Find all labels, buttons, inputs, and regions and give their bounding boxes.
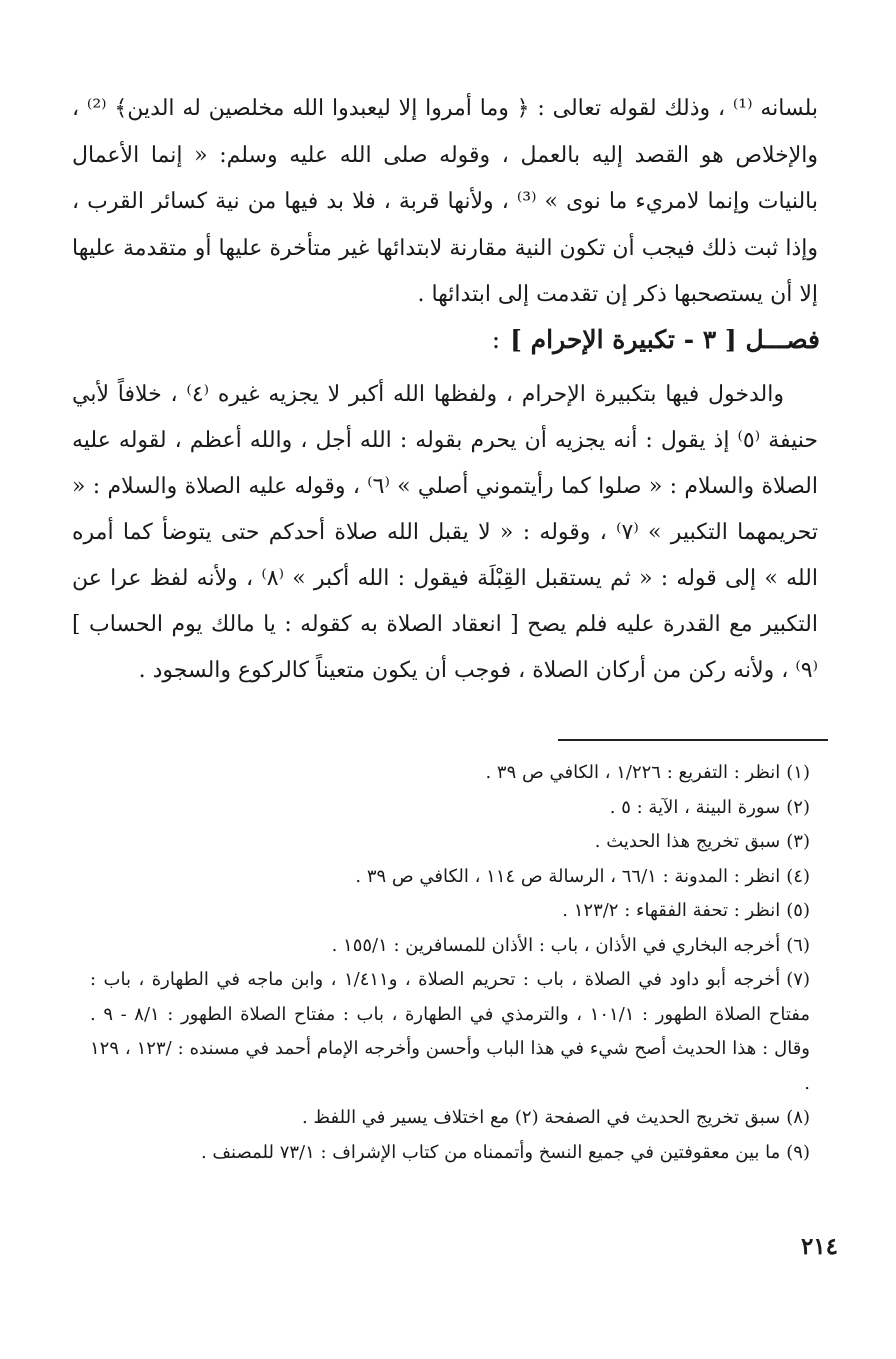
footnote-9 [90, 1136, 810, 1171]
footnote-text: سورة البينة ، الآية : ٥ . [609, 796, 781, 818]
footnote-3 [90, 825, 810, 860]
footnote-number: (٧) [786, 969, 810, 990]
footnotes-block [90, 756, 810, 1170]
footnote-4 [90, 860, 810, 895]
footnote-text: أخرجه أبو داود في الصلاة ، باب : تحريم الصلاة ، و١/٤١١ ، وابن ماجه في الطهارة ، باب : مفتاح الصلاة الطهور : ١٠١/١ ، والترمذي في الطهارة ، باب : مفتاح الصلاة الطهور : ٨/١ - ٩ . وقال : هذا الحديث أصح شيء في هذا الباب وأحسن وأخرجه الإمام أحمد في مسنده : /١٢٣ ، ١٢٩ . [90, 969, 810, 1094]
footnote-number: (٤) [786, 865, 810, 887]
footnote-8 [90, 1101, 810, 1136]
page-number: ٢١٤ [800, 1233, 838, 1260]
section-heading [492, 320, 820, 360]
section-paragraph-1: والدخول فيها بتكبيرة الإحرام ، ولفظها الله أكبر لا يجزيه غيره ⁽٤⁾ ، خلافاً لأبي حنيفة ⁽٥⁾ إذ يقول : أنه يجزيه أن يحرم بقوله : الله أجل ، والله أعظم ، لقوله عليه الصلاة والسلام : « صلوا كما رأيتموني أصلي » ⁽٦⁾ ، وقوله عليه الصلاة والسلام : « تحريمهما التكبير » ⁽٧⁾ ، وقوله : « لا يقبل الله صلاة أحدكم حتى يتوضأ كما أمره الله » إلى قوله : « ثم يستقبل القِبْلَة فيقول : الله أكبر » ⁽٨⁾ ، ولأنه لفظ عرا عن التكبير مع القدرة عليه فلم يصح [ انعقاد الصلاة به كقوله : يا مالك يوم الحساب ] ⁽٩⁾ ، ولأنه ركن من أركان الصلاة ، فوجب أن يكون متعيناً كالركوع والسجود . [72, 382, 819, 683]
body-text-block [72, 86, 818, 319]
footnote-divider [558, 739, 828, 741]
footnote-5 [90, 894, 810, 929]
section-heading-colon: : [491, 325, 501, 354]
body-paragraph-1: بلسانه ⁽¹⁾ ، وذلك لقوله تعالى : ﴿ وما أمروا إلا ليعبدوا الله مخلصين له الدين﴾ ⁽²⁾ ، والإخلاص هو القصد إليه بالعمل ، وقوله صلى الله عليه وسلم: « إنما الأعمال بالنيات وإنما لامريء ما نوى » ⁽³⁾ ، ولأنها قربة ، فلا بد فيها من نية كسائر القرب ، وإذا ثبت ذلك فيجب أن تكون النية مقارنة لابتدائها غير متأخرة عليها أو متقدمة عليها إلا أن يستصحبها ذكر إن تقدمت إلى ابتدائها . [72, 96, 819, 307]
footnote-text: سبق تخريج الحديث في الصفحة (٢) مع اختلاف يسير في اللفظ . [301, 1107, 781, 1128]
section-heading-title: فصـــل [ ٣ - تكبيرة الإحرام ] [510, 325, 820, 354]
footnote-number: (١) [786, 762, 810, 783]
footnote-number: (٣) [786, 831, 810, 852]
footnote-number: (٢) [786, 796, 810, 818]
section-text-block [72, 372, 818, 694]
footnote-number: (٦) [786, 934, 810, 956]
footnote-1 [90, 756, 810, 791]
footnote-number: (٨) [786, 1107, 810, 1128]
footnote-text: انظر : تحفة الفقهاء : ١٢٣/٢ . [562, 900, 781, 921]
footnote-6 [90, 929, 810, 964]
footnote-text: ما بين معقوفتين في جميع النسخ وأتممناه من كتاب الإشراف : ٧٣/١ للمصنف . [200, 1141, 781, 1163]
footnote-7 [90, 963, 810, 1101]
footnote-text: انظر : التفريع : ١/٢٢٦ ، الكافي ص ٣٩ . [485, 762, 781, 783]
footnote-text: انظر : المدونة : ٦٦/١ ، الرسالة ص ١١٤ ، الكافي ص ٣٩ . [355, 865, 781, 887]
footnote-number: (٩) [786, 1141, 810, 1163]
footnote-number: (٥) [786, 900, 810, 921]
footnote-text: سبق تخريج هذا الحديث . [594, 831, 781, 852]
footnote-text: أخرجه البخاري في الأذان ، باب : الأذان للمسافرين : ١٥٥/١ . [331, 934, 781, 956]
footnote-2 [90, 791, 810, 826]
